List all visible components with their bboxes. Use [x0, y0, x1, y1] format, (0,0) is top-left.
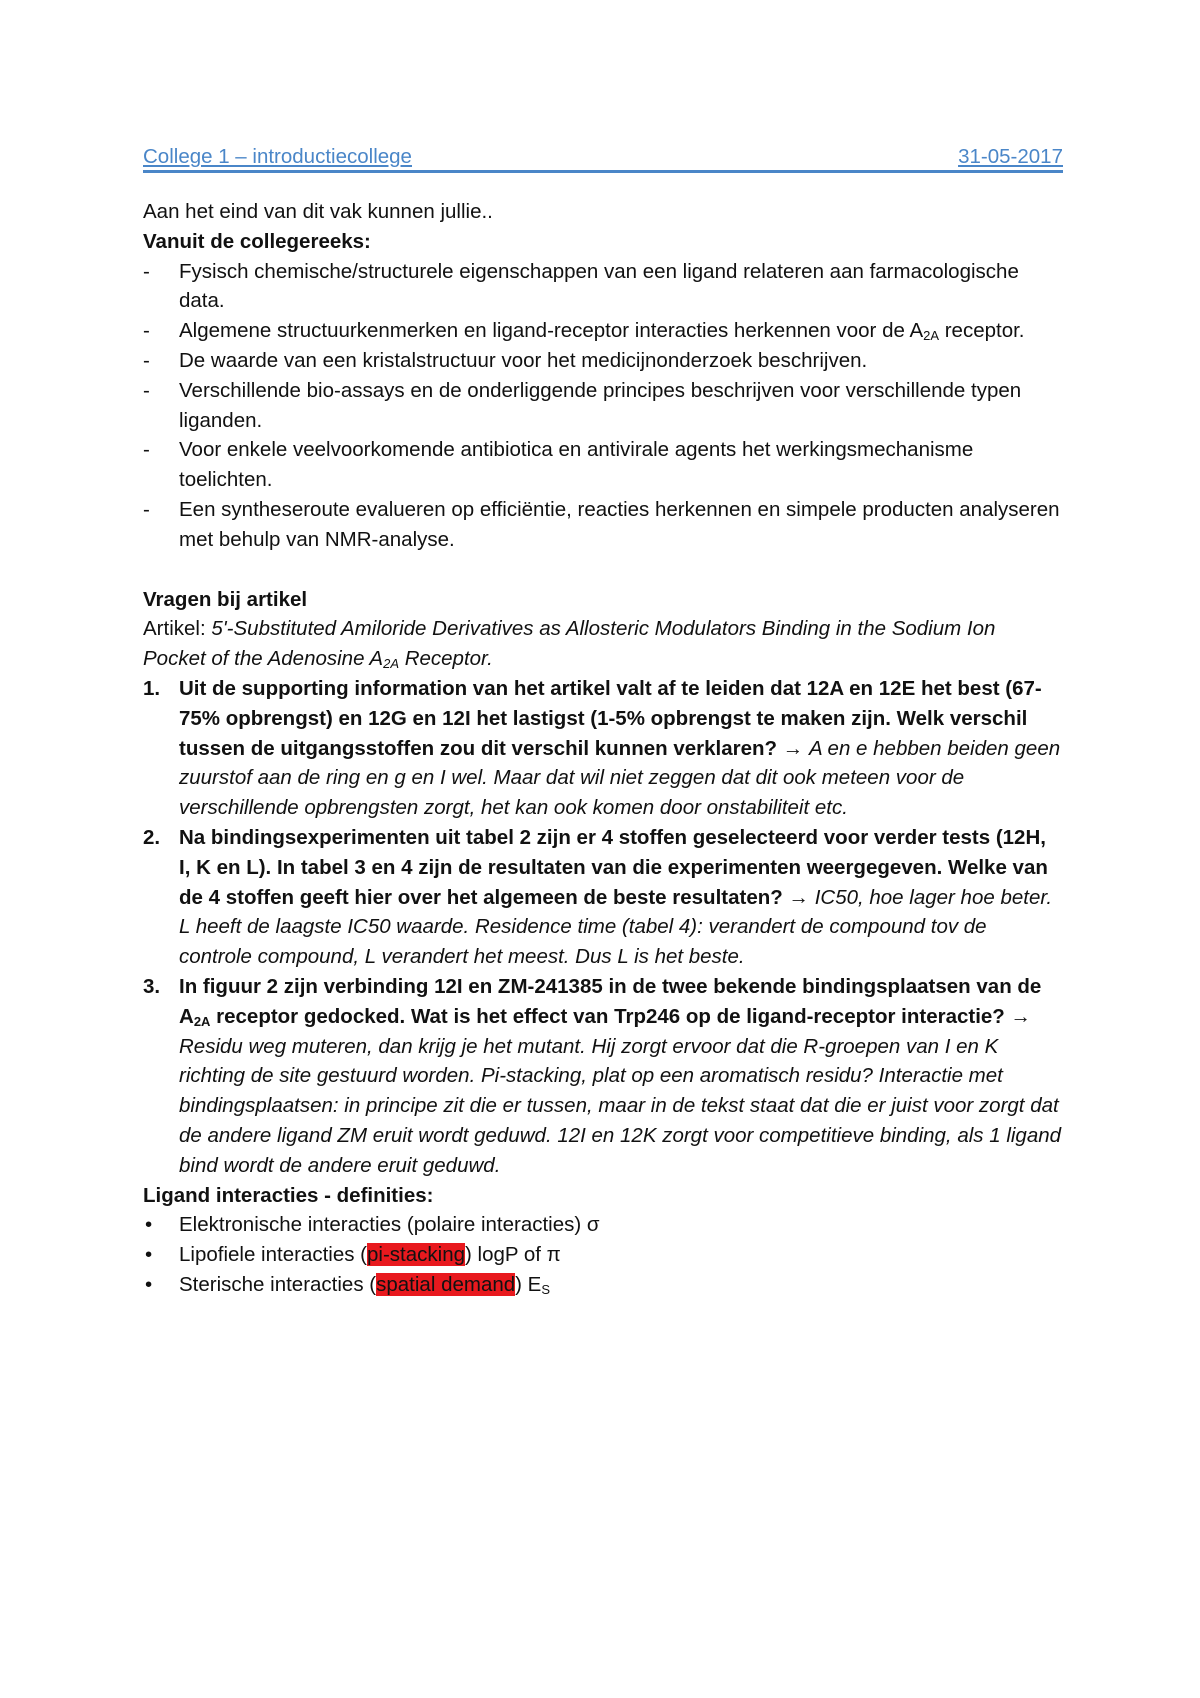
question-text: Na bindingsexperimenten uit tabel 2 zijn er 4 stoffen geselecteerd voor verder tests (12H, I, K en L). In tabel 3 en 4 zijn de resultaten van die experimenten weergegeven. Welke van de 4 stoffen geeft hier over het algemeen de beste resultaten?: [179, 825, 1048, 909]
list-item: - Verschillende bio-assays en de onderliggende principes beschrijven voor verschillende typen liganden.: [143, 376, 1063, 436]
list-item: • Sterische interacties (spatial demand) $E_S$: [143, 1270, 1063, 1300]
ligand-heading: Ligand interacties - definities:: [143, 1183, 434, 1207]
highlighted-term: spatial demand: [376, 1272, 516, 1296]
list-item: - Een syntheseroute evalueren op efficiëntie, reacties herkennen en simpele producten analyseren met behulp van NMR-analyse.: [143, 495, 1063, 555]
arrow-icon: →: [788, 885, 809, 909]
question-text: Uit de supporting information van het artikel valt af te leiden dat 12A en 12E het best (67-75% opbrengst) en 12G en 12I het lastigst (1-5% opbrengst te maken zijn. Welk verschil tussen de uitgangsstoffen zou dit verschil kunnen verklaren?: [179, 676, 1042, 760]
dash-marker: -: [143, 378, 150, 402]
arrow-icon: →: [1010, 1004, 1032, 1028]
questions-list: [143, 674, 1063, 1181]
dash-marker: -: [143, 438, 150, 462]
dash-marker: -: [143, 319, 150, 343]
bullet-marker: •: [145, 1272, 153, 1296]
question-number: 2.: [143, 825, 161, 849]
dash-marker: -: [143, 497, 150, 521]
document-header: [143, 144, 1063, 173]
bullet-marker: •: [145, 1243, 153, 1267]
article-reference: Artikel: 5'-Substituted Amiloride Derivatives as Allosteric Modulators Binding in the Sodium Ion Pocket of the Adenosine $A_{2A}$ Receptor.: [143, 617, 996, 672]
question-item: [143, 972, 1063, 1181]
list-item: - Fysisch chemische/structurele eigenschappen van een ligand relateren aan farmacologische data.: [143, 257, 1063, 317]
ligand-interactions-list: [143, 1210, 1063, 1299]
answer-text: A en e hebben beiden geen zuurstof aan de ring en g en I wel. Maar dat wil niet zeggen dat dit ook meteen voor de verschillende opbrengsten zorgt, het kan ook komen door onstabiliteit etc.: [179, 736, 1061, 820]
arrow-icon: →: [782, 736, 804, 760]
highlighted-term: pi-stacking: [367, 1243, 466, 1267]
list-item: - De waarde van een kristalstructuur voor het medicijnonderzoek beschrijven.: [143, 346, 1063, 376]
intro-heading: Vanuit de collegereeks:: [143, 229, 371, 253]
header-title: College 1 – introductiecollege: [143, 145, 412, 168]
bullet-marker: •: [145, 1213, 153, 1237]
question-number: 1.: [143, 676, 161, 700]
question-number: 3.: [143, 974, 161, 998]
questions-heading: Vragen bij artikel: [143, 587, 308, 611]
question-item: [143, 674, 1063, 823]
answer-text: Residu weg muteren, dan krijg je het mutant. Hij zorgt ervoor dat die R-groepen van I en K richting de site gestuurd worden. Pi-stacking, plat op een aromatisch residu? Interactie met bindingsplaatsen: in principe zit die er tussen, maar in de tekst staat dat die er juist voor zorgt dat de andere ligand ZM eruit wordt geduwd. 12I en 12K zorgt voor competitieve binding, als 1 ligand bind wordt de andere eruit geduwd.: [179, 1034, 1062, 1177]
document-page: [143, 144, 1063, 1300]
answer-text: IC50, hoe lager hoe beter. L heeft de laagste IC50 waarde. Residence time (tabel 4): verandert de compound tov de controle compound, L verandert het meest. Dus L is het beste.: [179, 885, 1053, 969]
question-text: In figuur 2 zijn verbinding 12I en ZM-241385 in de twee bekende bindingsplaatsen van de $A_{2A}$ receptor gedocked. Wat is het effect van Trp246 op de ligand-receptor interactie?: [179, 974, 1042, 1029]
dash-marker: -: [143, 259, 150, 283]
intro-line: Aan het eind van dit vak kunnen jullie..: [143, 200, 493, 223]
list-item: • Elektronische interacties (polaire interacties) σ: [143, 1210, 1063, 1240]
learning-goals-list: [143, 257, 1063, 555]
list-item: • Lipofiele interacties (pi-stacking) logP of π: [143, 1240, 1063, 1270]
dash-marker: -: [143, 348, 150, 372]
list-item: - Algemene structuurkenmerken en ligand-receptor interacties herkennen voor de $A_{2A}$ receptor.: [143, 316, 1063, 346]
list-item: - Voor enkele veelvoorkomende antibiotica en antivirale agents het werkingsmechanisme toelichten.: [143, 435, 1063, 495]
header-date: 31-05-2017: [958, 145, 1063, 168]
question-item: [143, 823, 1063, 972]
